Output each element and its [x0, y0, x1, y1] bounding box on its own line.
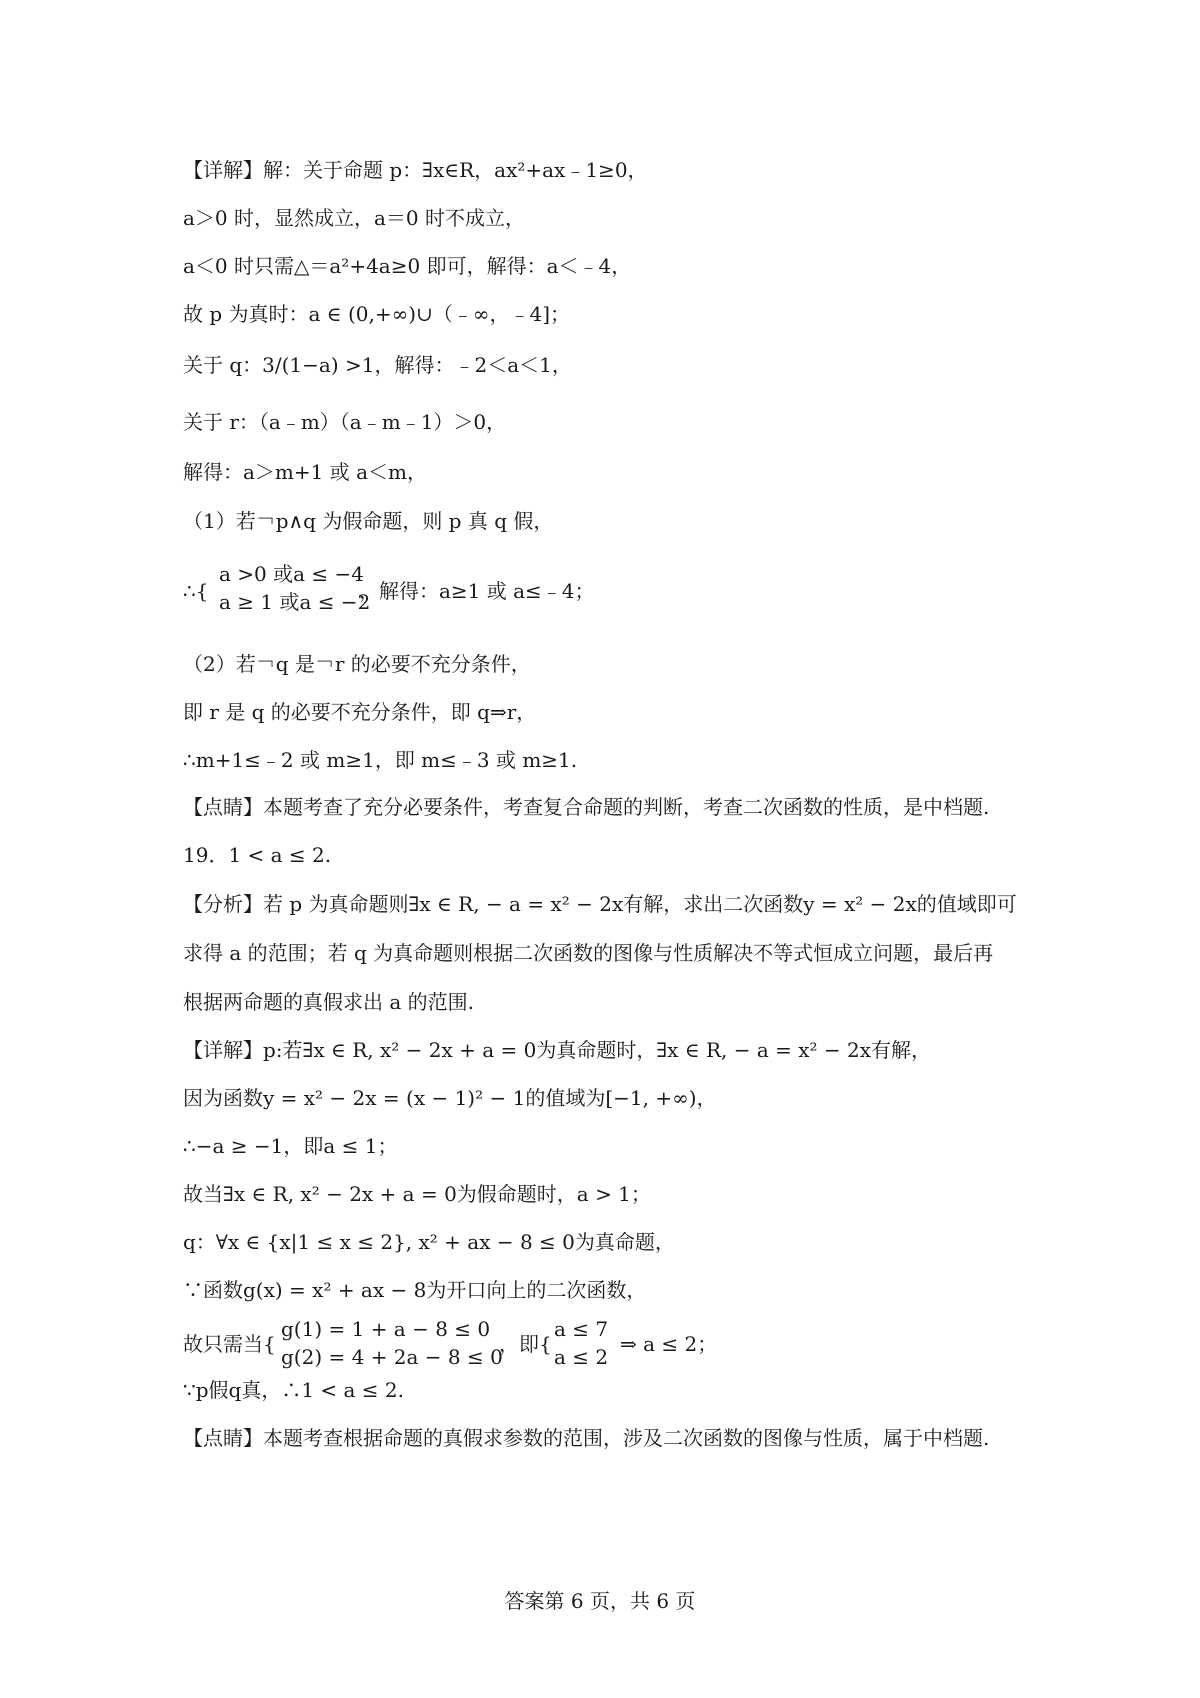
page-footer: 答案第 6 页，共 6 页: [504, 1589, 696, 1613]
text-line: a＞0 时，显然成立，a＝0 时不成立，: [183, 206, 526, 230]
text-line: ∴−a ≥ −1，即a ≤ 1；: [183, 1134, 398, 1158]
system-connector: ，即{: [499, 1332, 552, 1356]
text-line: 解得：a＞m+1 或 a＜m，: [183, 460, 427, 484]
text-line: 【点睛】本题考查了充分必要条件，考查复合命题的判断，考查二次函数的性质，是中档题.: [183, 795, 990, 819]
text-line: 【详解】p:若∃x ∈ R, x² − 2x + a = 0为真命题时，∃x ∈ R, − a = x² − 2x有解，: [183, 1038, 932, 1062]
text-line: 【详解】解：关于命题 p：∃x∈R，ax²+ax﹣1≥0，: [183, 158, 648, 182]
system-row: g(1) = 1 + a − 8 ≤ 0: [281, 1317, 491, 1341]
question-number: 19．1 < a ≤ 2.: [183, 843, 332, 867]
system-row: a ≤ 2: [554, 1345, 609, 1369]
system-rows: [281, 1315, 503, 1371]
text-line: 因为函数y = x² − 2x = (x − 1)² − 1的值域为[−1, +∞)，: [183, 1086, 717, 1110]
text-line: 【分析】若 p 为真命题则∃x ∈ R, − a = x² − 2x有解，求出二次函数y = x² − 2x的值域即可: [183, 892, 1017, 916]
text-line: 根据两命题的真假求出 a 的范围.: [183, 990, 474, 1014]
text-line: ∵函数g(x) = x² + ax − 8为开口向上的二次函数，: [183, 1278, 647, 1302]
text-line: （2）若￢q 是￢r 的必要不充分条件，: [183, 652, 531, 676]
text-line: ∵p假q真，∴1 < a ≤ 2.: [183, 1378, 405, 1402]
system-brace: ∴{: [183, 579, 209, 603]
text-line: 关于 r：（a﹣m）（a﹣m﹣1）＞0，: [183, 410, 507, 434]
text-line: ∴m+1≤﹣2 或 m≥1，即 m≤﹣3 或 m≥1.: [183, 748, 578, 772]
system-row: g(2) = 4 + 2a − 8 ≤ 0: [281, 1345, 503, 1369]
system-result: ⇒ a ≤ 2；: [620, 1332, 718, 1356]
text-line: 故当∃x ∈ R, x² − 2x + a = 0为假命题时，a > 1；: [183, 1182, 651, 1206]
text-line: 关于 q：3/(1−a) >1，解得：﹣2＜a＜1，: [183, 353, 572, 377]
system-rows: [219, 560, 370, 616]
system-row: a ≥ 1 或a ≤ −2: [219, 590, 371, 614]
system-row: a >0 或a ≤ −4: [219, 562, 364, 586]
system-rows: [554, 1315, 608, 1371]
text-line: q：∀x ∈ {x|1 ≤ x ≤ 2}, x² + ax − 8 ≤ 0为真命题，: [183, 1230, 675, 1254]
system-brace: 故只需当{: [183, 1332, 276, 1356]
text-line: a＜0 时只需△＝a²+4a≥0 即可，解得：a＜﹣4，: [183, 254, 632, 278]
system-result: ，解得：a≥1 或 a≤﹣4；: [359, 579, 595, 603]
text-line: 即 r 是 q 的必要不充分条件，即 q⇒r，: [183, 700, 537, 724]
system-row: a ≤ 7: [554, 1317, 609, 1341]
text-line: 求得 a 的范围；若 q 为真命题则根据二次函数的图像与性质解决不等式恒成立问题，最后再: [183, 941, 994, 965]
text-line: 【点睛】本题考查根据命题的真假求参数的范围，涉及二次函数的图像与性质，属于中档题.: [183, 1426, 990, 1450]
text-line: （1）若￢p∧q 为假命题，则 p 真 q 假，: [183, 509, 554, 533]
text-line: 故 p 为真时：a ∈ (0,+∞)∪（﹣∞，﹣4]；: [183, 302, 571, 326]
